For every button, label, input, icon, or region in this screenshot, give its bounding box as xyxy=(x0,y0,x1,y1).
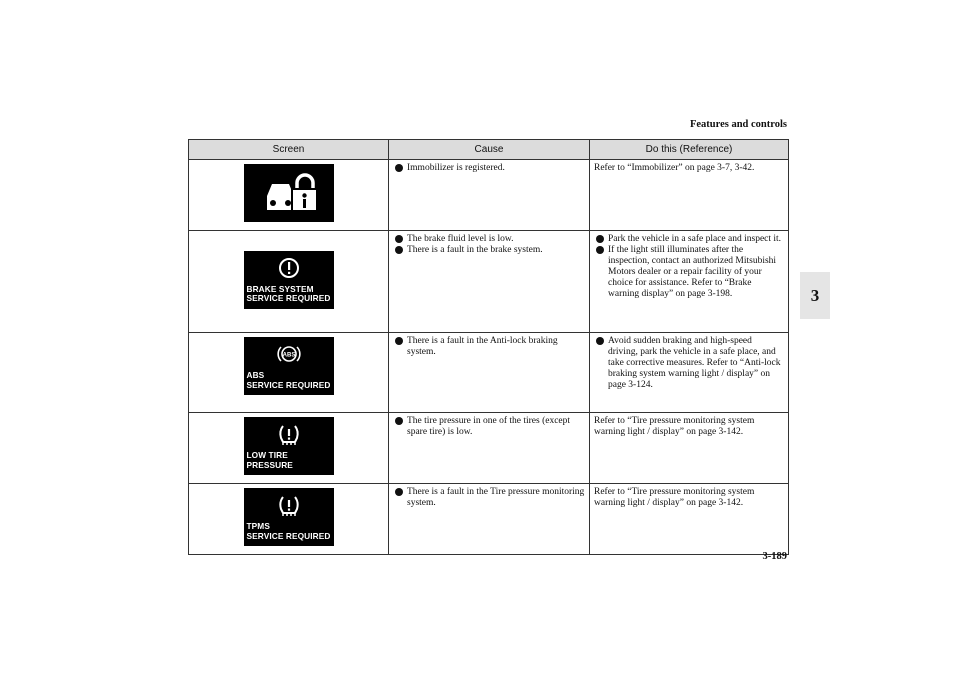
list-item: The tire pressure in one of the tires (except spare tire) is low. xyxy=(393,416,585,438)
list-item: There is a fault in the brake system. xyxy=(393,245,585,256)
action-text: Refer to “Tire pressure monitoring system warning light / display” on page 3-142. xyxy=(594,416,755,437)
display-message: ABS SERVICE REQUIRED xyxy=(246,370,331,390)
list-item: Park the vehicle in a safe place and inspect it. xyxy=(594,234,784,245)
screen-cell xyxy=(189,484,389,555)
warning-display-screen xyxy=(244,337,334,395)
list-item: Immobilizer is registered. xyxy=(393,163,585,174)
cause-cell xyxy=(389,231,590,333)
page-number: 3-189 xyxy=(762,551,787,562)
table-row xyxy=(189,160,789,231)
action-cell xyxy=(590,231,789,333)
table-row xyxy=(189,484,789,555)
display-message: BRAKE SYSTEM SERVICE REQUIRED xyxy=(246,283,331,303)
table-header-row xyxy=(189,140,789,160)
column-header-screen: Screen xyxy=(189,140,389,160)
action-text: Refer to “Tire pressure monitoring system warning light / display” on page 3-142. xyxy=(594,487,755,508)
list-item: If the light still illuminates after the inspection, contact an authorized Mitsubishi Motors dealer or a repair facility of your choice for assistance. Refer to “Brake warning display” on page 3-198. xyxy=(594,245,784,300)
screen-cell xyxy=(189,413,389,484)
screen-cell xyxy=(189,333,389,413)
warning-display-screen xyxy=(244,417,334,475)
table-row xyxy=(189,413,789,484)
action-cell xyxy=(590,484,789,555)
immobilizer-lock-icon xyxy=(259,172,319,220)
svg-text:ABS: ABS xyxy=(282,352,295,359)
screen-cell xyxy=(189,231,389,333)
exclamation-circle-icon xyxy=(278,257,300,283)
tire-pressure-icon xyxy=(277,423,301,451)
screen-cell xyxy=(189,160,389,231)
tire-pressure-icon xyxy=(277,494,301,522)
action-cell xyxy=(590,413,789,484)
action-cell xyxy=(590,160,789,231)
display-message: LOW TIRE PRESSURE xyxy=(246,450,293,470)
cause-cell xyxy=(389,413,590,484)
column-header-action: Do this (Reference) xyxy=(590,140,789,160)
display-message: TPMS SERVICE REQUIRED xyxy=(246,521,331,541)
list-item: The brake fluid level is low. xyxy=(393,234,585,245)
list-item: There is a fault in the Tire pressure monitoring system. xyxy=(393,487,585,509)
column-header-cause: Cause xyxy=(389,140,590,160)
warning-display-screen xyxy=(244,164,334,222)
cause-cell xyxy=(389,484,590,555)
chapter-tab: 3 xyxy=(800,272,830,319)
warning-display-table xyxy=(188,139,789,555)
abs-circle-icon xyxy=(277,343,301,369)
table-row xyxy=(189,333,789,413)
action-cell xyxy=(590,333,789,413)
cause-cell xyxy=(389,333,590,413)
list-item: Avoid sudden braking and high-speed driving, park the vehicle in a safe place, and take corrective measures. Refer to “Anti-lock braking system warning light / display” on page 3-124. xyxy=(594,336,784,391)
action-text: Refer to “Immobilizer” on page 3-7, 3-42. xyxy=(594,163,755,173)
warning-display-screen xyxy=(244,488,334,546)
table-row xyxy=(189,231,789,333)
cause-cell xyxy=(389,160,590,231)
list-item: There is a fault in the Anti-lock braking system. xyxy=(393,336,585,358)
warning-display-screen xyxy=(244,251,334,309)
header-title: Features and controls xyxy=(689,119,787,130)
